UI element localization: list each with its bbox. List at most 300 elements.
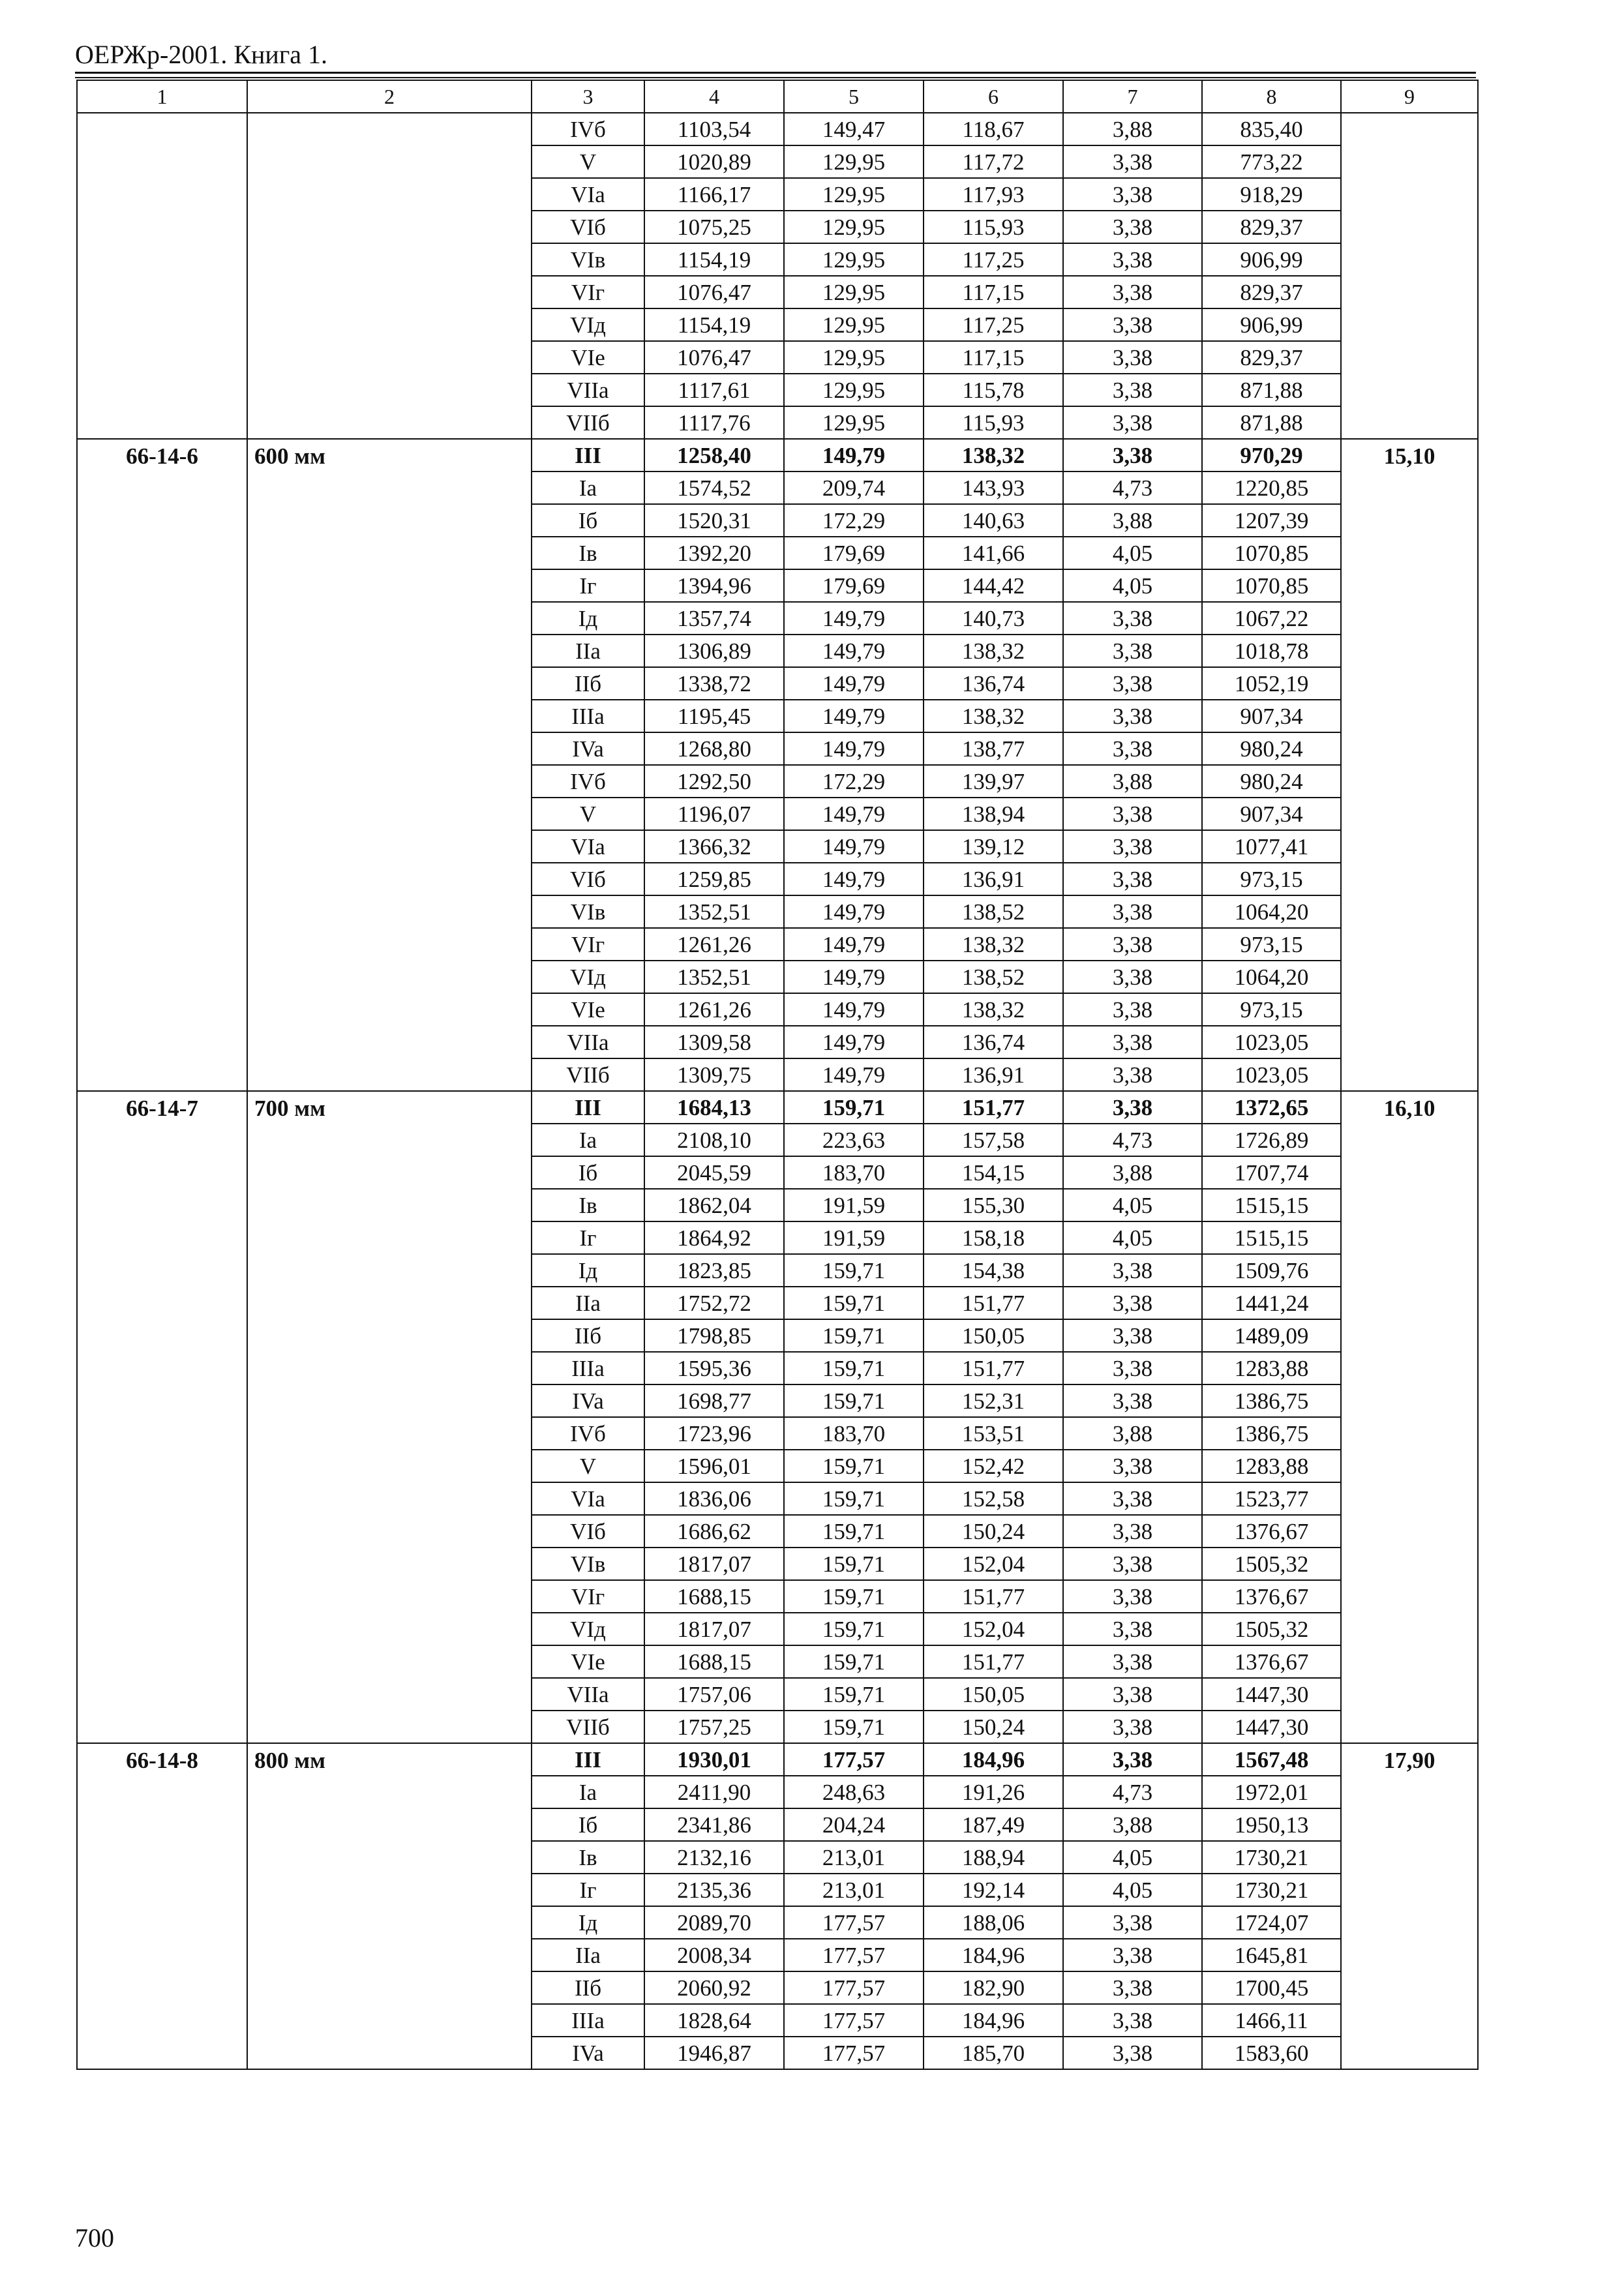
cost-cell: 1946,87 bbox=[644, 2037, 784, 2069]
machine-cell: 136,74 bbox=[924, 1026, 1063, 1058]
regime-cell: IVa bbox=[532, 1384, 644, 1417]
material-cell: 1386,75 bbox=[1202, 1417, 1341, 1450]
machine-cell: 141,66 bbox=[924, 537, 1063, 569]
cost-cell: 1117,76 bbox=[644, 406, 784, 439]
machine-cell: 154,38 bbox=[924, 1254, 1063, 1287]
cost-cell: 1195,45 bbox=[644, 700, 784, 732]
material-cell: 907,34 bbox=[1202, 700, 1341, 732]
machine-cell: 151,77 bbox=[924, 1352, 1063, 1384]
wage-cell: 129,95 bbox=[784, 211, 924, 243]
wage-cell: 129,95 bbox=[784, 145, 924, 178]
labor-cell: 3,38 bbox=[1063, 1515, 1202, 1548]
material-cell: 1583,60 bbox=[1202, 2037, 1341, 2069]
machine-cell: 188,94 bbox=[924, 1841, 1063, 1874]
machine-cell: 115,93 bbox=[924, 406, 1063, 439]
cost-cell: 1698,77 bbox=[644, 1384, 784, 1417]
wage-cell: 149,79 bbox=[784, 732, 924, 765]
wage-cell: 149,79 bbox=[784, 1026, 924, 1058]
regime-cell: IVa bbox=[532, 2037, 644, 2069]
machine-cell: 139,97 bbox=[924, 765, 1063, 798]
wage-cell: 183,70 bbox=[784, 1156, 924, 1189]
material-cell: 773,22 bbox=[1202, 145, 1341, 178]
labor-cell: 3,38 bbox=[1063, 1319, 1202, 1352]
labor-cell: 3,38 bbox=[1063, 1906, 1202, 1939]
cost-cell: 2411,90 bbox=[644, 1776, 784, 1808]
labor-cell: 3,38 bbox=[1063, 1352, 1202, 1384]
wage-cell: 179,69 bbox=[784, 569, 924, 602]
machine-cell: 155,30 bbox=[924, 1189, 1063, 1221]
regime-cell: VIб bbox=[532, 211, 644, 243]
cost-cell: 1309,58 bbox=[644, 1026, 784, 1058]
regime-cell: Iг bbox=[532, 569, 644, 602]
column-header-1: 1 bbox=[77, 80, 247, 113]
regime-cell: IVб bbox=[532, 1417, 644, 1450]
wage-cell: 149,79 bbox=[784, 993, 924, 1026]
labor-cell: 3,38 bbox=[1063, 1613, 1202, 1645]
regime-cell: Iб bbox=[532, 1156, 644, 1189]
labor-cell: 3,38 bbox=[1063, 374, 1202, 406]
regime-cell: IIб bbox=[532, 1971, 644, 2004]
group-summary-row bbox=[77, 1091, 1478, 1124]
regime-cell: Iв bbox=[532, 537, 644, 569]
wage-cell: 159,71 bbox=[784, 1678, 924, 1711]
wage-cell: 159,71 bbox=[784, 1352, 924, 1384]
machine-cell: 117,15 bbox=[924, 276, 1063, 308]
wage-cell: 159,71 bbox=[784, 1580, 924, 1613]
cost-cell: 1259,85 bbox=[644, 863, 784, 895]
machine-cell: 187,49 bbox=[924, 1808, 1063, 1841]
cost-cell: 2089,70 bbox=[644, 1906, 784, 1939]
material-cell: 1466,11 bbox=[1202, 2004, 1341, 2037]
material-cell: 970,29 bbox=[1202, 439, 1341, 471]
labor-cell: 3,38 bbox=[1063, 1548, 1202, 1580]
cost-cell: 1752,72 bbox=[644, 1287, 784, 1319]
cost-cell: 1574,52 bbox=[644, 471, 784, 504]
blank-rate-cell bbox=[1341, 113, 1478, 439]
labor-cell: 3,38 bbox=[1063, 178, 1202, 211]
labor-cell: 3,38 bbox=[1063, 406, 1202, 439]
material-cell: 907,34 bbox=[1202, 798, 1341, 830]
machine-cell: 151,77 bbox=[924, 1091, 1063, 1124]
table-body bbox=[77, 80, 1478, 2069]
material-cell: 1523,77 bbox=[1202, 1482, 1341, 1515]
machine-cell: 154,15 bbox=[924, 1156, 1063, 1189]
labor-cell: 3,38 bbox=[1063, 635, 1202, 667]
wage-cell: 159,71 bbox=[784, 1091, 924, 1124]
regime-cell: VIв bbox=[532, 1548, 644, 1580]
column-header-7: 7 bbox=[1063, 80, 1202, 113]
cost-cell: 1688,15 bbox=[644, 1645, 784, 1678]
wage-cell: 159,71 bbox=[784, 1645, 924, 1678]
material-cell: 871,88 bbox=[1202, 374, 1341, 406]
regime-cell: IIa bbox=[532, 1939, 644, 1971]
machine-cell: 138,52 bbox=[924, 895, 1063, 928]
material-cell: 1726,89 bbox=[1202, 1124, 1341, 1156]
column-header-9: 9 bbox=[1341, 80, 1478, 113]
regime-cell: VIe bbox=[532, 1645, 644, 1678]
material-cell: 829,37 bbox=[1202, 341, 1341, 374]
cost-cell: 1258,40 bbox=[644, 439, 784, 471]
machine-cell: 157,58 bbox=[924, 1124, 1063, 1156]
regime-cell: IIIa bbox=[532, 2004, 644, 2037]
regime-cell: VIб bbox=[532, 1515, 644, 1548]
cost-cell: 1817,07 bbox=[644, 1613, 784, 1645]
cost-cell: 1595,36 bbox=[644, 1352, 784, 1384]
cost-cell: 1392,20 bbox=[644, 537, 784, 569]
item-rate: 17,90 bbox=[1341, 1743, 1478, 2069]
wage-cell: 149,79 bbox=[784, 635, 924, 667]
material-cell: 1509,76 bbox=[1202, 1254, 1341, 1287]
machine-cell: 138,52 bbox=[924, 961, 1063, 993]
wage-cell: 179,69 bbox=[784, 537, 924, 569]
material-cell: 1730,21 bbox=[1202, 1841, 1341, 1874]
material-cell: 1220,85 bbox=[1202, 471, 1341, 504]
machine-cell: 184,96 bbox=[924, 1939, 1063, 1971]
regime-cell: III bbox=[532, 1743, 644, 1776]
regime-cell: IVб bbox=[532, 113, 644, 145]
material-cell: 1018,78 bbox=[1202, 635, 1341, 667]
machine-cell: 151,77 bbox=[924, 1580, 1063, 1613]
labor-cell: 3,38 bbox=[1063, 961, 1202, 993]
labor-cell: 3,88 bbox=[1063, 113, 1202, 145]
item-size: 700 мм bbox=[247, 1091, 532, 1743]
regime-cell: V bbox=[532, 1450, 644, 1482]
wage-cell: 248,63 bbox=[784, 1776, 924, 1808]
labor-cell: 3,88 bbox=[1063, 765, 1202, 798]
machine-cell: 143,93 bbox=[924, 471, 1063, 504]
material-cell: 1441,24 bbox=[1202, 1287, 1341, 1319]
material-cell: 1207,39 bbox=[1202, 504, 1341, 537]
machine-cell: 192,14 bbox=[924, 1874, 1063, 1906]
regime-cell: IIб bbox=[532, 1319, 644, 1352]
regime-cell: VIIб bbox=[532, 1058, 644, 1091]
cost-cell: 1684,13 bbox=[644, 1091, 784, 1124]
labor-cell: 3,38 bbox=[1063, 732, 1202, 765]
wage-cell: 177,57 bbox=[784, 2004, 924, 2037]
regime-cell: Iд bbox=[532, 1254, 644, 1287]
cost-cell: 1864,92 bbox=[644, 1221, 784, 1254]
column-header-5: 5 bbox=[784, 80, 924, 113]
material-cell: 1730,21 bbox=[1202, 1874, 1341, 1906]
wage-cell: 191,59 bbox=[784, 1221, 924, 1254]
material-cell: 1505,32 bbox=[1202, 1548, 1341, 1580]
cost-cell: 2045,59 bbox=[644, 1156, 784, 1189]
regime-cell: VIe bbox=[532, 993, 644, 1026]
regime-cell: IIIa bbox=[532, 1352, 644, 1384]
cost-cell: 1268,80 bbox=[644, 732, 784, 765]
machine-cell: 138,94 bbox=[924, 798, 1063, 830]
labor-cell: 4,05 bbox=[1063, 1189, 1202, 1221]
material-cell: 1070,85 bbox=[1202, 569, 1341, 602]
labor-cell: 3,38 bbox=[1063, 1482, 1202, 1515]
cost-cell: 1020,89 bbox=[644, 145, 784, 178]
wage-cell: 149,79 bbox=[784, 439, 924, 471]
labor-cell: 3,88 bbox=[1063, 1417, 1202, 1450]
wage-cell: 159,71 bbox=[784, 1515, 924, 1548]
cost-cell: 1261,26 bbox=[644, 928, 784, 961]
labor-cell: 4,05 bbox=[1063, 537, 1202, 569]
labor-cell: 3,38 bbox=[1063, 1645, 1202, 1678]
regime-cell: IVa bbox=[532, 732, 644, 765]
regime-cell: VIIa bbox=[532, 374, 644, 406]
wage-cell: 129,95 bbox=[784, 178, 924, 211]
cost-cell: 1688,15 bbox=[644, 1580, 784, 1613]
cost-cell: 1261,26 bbox=[644, 993, 784, 1026]
machine-cell: 150,24 bbox=[924, 1711, 1063, 1743]
machine-cell: 152,58 bbox=[924, 1482, 1063, 1515]
material-cell: 973,15 bbox=[1202, 863, 1341, 895]
material-cell: 1067,22 bbox=[1202, 602, 1341, 635]
machine-cell: 115,78 bbox=[924, 374, 1063, 406]
machine-cell: 138,32 bbox=[924, 928, 1063, 961]
labor-cell: 3,38 bbox=[1063, 1711, 1202, 1743]
wage-cell: 177,57 bbox=[784, 1906, 924, 1939]
regime-cell: V bbox=[532, 798, 644, 830]
material-cell: 906,99 bbox=[1202, 308, 1341, 341]
wage-cell: 149,79 bbox=[784, 798, 924, 830]
wage-cell: 159,71 bbox=[784, 1711, 924, 1743]
item-code: 66-14-8 bbox=[77, 1743, 247, 2069]
labor-cell: 3,38 bbox=[1063, 211, 1202, 243]
wage-cell: 159,71 bbox=[784, 1319, 924, 1352]
regime-cell: Iв bbox=[532, 1841, 644, 1874]
cost-cell: 2132,16 bbox=[644, 1841, 784, 1874]
material-cell: 1064,20 bbox=[1202, 961, 1341, 993]
regime-cell: VIг bbox=[532, 276, 644, 308]
regime-cell: Iб bbox=[532, 1808, 644, 1841]
wage-cell: 149,79 bbox=[784, 863, 924, 895]
material-cell: 1077,41 bbox=[1202, 830, 1341, 863]
regime-cell: VIб bbox=[532, 863, 644, 895]
document-header: ОЕРЖр-2001. Книга 1. bbox=[75, 40, 327, 69]
material-cell: 1386,75 bbox=[1202, 1384, 1341, 1417]
machine-cell: 152,31 bbox=[924, 1384, 1063, 1417]
machine-cell: 152,04 bbox=[924, 1613, 1063, 1645]
wage-cell: 172,29 bbox=[784, 504, 924, 537]
material-cell: 973,15 bbox=[1202, 993, 1341, 1026]
material-cell: 1950,13 bbox=[1202, 1808, 1341, 1841]
regime-cell: VIIa bbox=[532, 1026, 644, 1058]
material-cell: 1724,07 bbox=[1202, 1906, 1341, 1939]
wage-cell: 177,57 bbox=[784, 1939, 924, 1971]
wage-cell: 129,95 bbox=[784, 406, 924, 439]
labor-cell: 3,38 bbox=[1063, 1939, 1202, 1971]
labor-cell: 3,38 bbox=[1063, 243, 1202, 276]
cost-cell: 1520,31 bbox=[644, 504, 784, 537]
machine-cell: 117,15 bbox=[924, 341, 1063, 374]
material-cell: 1447,30 bbox=[1202, 1678, 1341, 1711]
machine-cell: 138,32 bbox=[924, 993, 1063, 1026]
wage-cell: 183,70 bbox=[784, 1417, 924, 1450]
cost-cell: 1306,89 bbox=[644, 635, 784, 667]
header-rule-secondary bbox=[75, 77, 1476, 78]
labor-cell: 3,38 bbox=[1063, 276, 1202, 308]
regime-cell: Iв bbox=[532, 1189, 644, 1221]
group-summary-row bbox=[77, 439, 1478, 471]
wage-cell: 159,71 bbox=[784, 1384, 924, 1417]
labor-cell: 3,38 bbox=[1063, 993, 1202, 1026]
column-header-8: 8 bbox=[1202, 80, 1341, 113]
cost-cell: 1836,06 bbox=[644, 1482, 784, 1515]
regime-cell: Iг bbox=[532, 1874, 644, 1906]
material-cell: 1567,48 bbox=[1202, 1743, 1341, 1776]
labor-cell: 4,05 bbox=[1063, 1221, 1202, 1254]
material-cell: 871,88 bbox=[1202, 406, 1341, 439]
labor-cell: 4,05 bbox=[1063, 569, 1202, 602]
labor-cell: 3,38 bbox=[1063, 1384, 1202, 1417]
material-cell: 1376,67 bbox=[1202, 1580, 1341, 1613]
machine-cell: 150,24 bbox=[924, 1515, 1063, 1548]
regime-cell: IIa bbox=[532, 1287, 644, 1319]
labor-cell: 4,73 bbox=[1063, 1776, 1202, 1808]
material-cell: 1283,88 bbox=[1202, 1352, 1341, 1384]
labor-cell: 3,38 bbox=[1063, 700, 1202, 732]
regime-cell: VIв bbox=[532, 243, 644, 276]
labor-cell: 3,38 bbox=[1063, 602, 1202, 635]
cost-cell: 1352,51 bbox=[644, 895, 784, 928]
wage-cell: 159,71 bbox=[784, 1482, 924, 1515]
machine-cell: 151,77 bbox=[924, 1645, 1063, 1678]
regime-cell: VIв bbox=[532, 895, 644, 928]
labor-cell: 3,38 bbox=[1063, 2004, 1202, 2037]
wage-cell: 213,01 bbox=[784, 1841, 924, 1874]
labor-cell: 3,38 bbox=[1063, 1058, 1202, 1091]
wage-cell: 129,95 bbox=[784, 243, 924, 276]
wage-cell: 149,79 bbox=[784, 928, 924, 961]
wage-cell: 213,01 bbox=[784, 1874, 924, 1906]
machine-cell: 140,73 bbox=[924, 602, 1063, 635]
labor-cell: 3,38 bbox=[1063, 1450, 1202, 1482]
cost-cell: 2341,86 bbox=[644, 1808, 784, 1841]
wage-cell: 177,57 bbox=[784, 1971, 924, 2004]
labor-cell: 3,38 bbox=[1063, 863, 1202, 895]
machine-cell: 136,74 bbox=[924, 667, 1063, 700]
cost-cell: 1352,51 bbox=[644, 961, 784, 993]
material-cell: 1023,05 bbox=[1202, 1026, 1341, 1058]
cost-cell: 1798,85 bbox=[644, 1319, 784, 1352]
cost-cell: 2060,92 bbox=[644, 1971, 784, 2004]
labor-cell: 3,38 bbox=[1063, 1580, 1202, 1613]
machine-cell: 136,91 bbox=[924, 863, 1063, 895]
labor-cell: 4,73 bbox=[1063, 471, 1202, 504]
material-cell: 1645,81 bbox=[1202, 1939, 1341, 1971]
cost-cell: 1338,72 bbox=[644, 667, 784, 700]
machine-cell: 117,93 bbox=[924, 178, 1063, 211]
wage-cell: 129,95 bbox=[784, 308, 924, 341]
material-cell: 1283,88 bbox=[1202, 1450, 1341, 1482]
column-header-3: 3 bbox=[532, 80, 644, 113]
wage-cell: 159,71 bbox=[784, 1254, 924, 1287]
group-summary-row bbox=[77, 1743, 1478, 1776]
material-cell: 1515,15 bbox=[1202, 1189, 1341, 1221]
regime-cell: VIIa bbox=[532, 1678, 644, 1711]
machine-cell: 140,63 bbox=[924, 504, 1063, 537]
machine-cell: 115,93 bbox=[924, 211, 1063, 243]
wage-cell: 129,95 bbox=[784, 276, 924, 308]
machine-cell: 184,96 bbox=[924, 1743, 1063, 1776]
material-cell: 829,37 bbox=[1202, 276, 1341, 308]
wage-cell: 149,79 bbox=[784, 700, 924, 732]
wage-cell: 159,71 bbox=[784, 1287, 924, 1319]
item-size: 600 мм bbox=[247, 439, 532, 1091]
machine-cell: 151,77 bbox=[924, 1287, 1063, 1319]
material-cell: 1052,19 bbox=[1202, 667, 1341, 700]
header-rule bbox=[75, 72, 1476, 74]
material-cell: 1023,05 bbox=[1202, 1058, 1341, 1091]
wage-cell: 191,59 bbox=[784, 1189, 924, 1221]
wage-cell: 149,47 bbox=[784, 113, 924, 145]
column-header-2: 2 bbox=[247, 80, 532, 113]
material-cell: 918,29 bbox=[1202, 178, 1341, 211]
table-row bbox=[77, 113, 1478, 145]
regime-cell: V bbox=[532, 145, 644, 178]
machine-cell: 117,25 bbox=[924, 243, 1063, 276]
regime-cell: VIIб bbox=[532, 406, 644, 439]
labor-cell: 3,38 bbox=[1063, 1026, 1202, 1058]
page-number: 700 bbox=[75, 2223, 114, 2252]
wage-cell: 159,71 bbox=[784, 1548, 924, 1580]
wage-cell: 149,79 bbox=[784, 667, 924, 700]
cost-cell: 1817,07 bbox=[644, 1548, 784, 1580]
regime-cell: Ia bbox=[532, 1124, 644, 1156]
labor-cell: 3,38 bbox=[1063, 145, 1202, 178]
regime-cell: VIг bbox=[532, 928, 644, 961]
material-cell: 1070,85 bbox=[1202, 537, 1341, 569]
material-cell: 980,24 bbox=[1202, 765, 1341, 798]
labor-cell: 3,38 bbox=[1063, 439, 1202, 471]
regime-cell: VIa bbox=[532, 178, 644, 211]
material-cell: 1376,67 bbox=[1202, 1515, 1341, 1548]
wage-cell: 177,57 bbox=[784, 1743, 924, 1776]
labor-cell: 3,38 bbox=[1063, 2037, 1202, 2069]
machine-cell: 188,06 bbox=[924, 1906, 1063, 1939]
item-rate: 15,10 bbox=[1341, 439, 1478, 1091]
column-header-4: 4 bbox=[644, 80, 784, 113]
blank-size-cell bbox=[247, 113, 532, 439]
machine-cell: 153,51 bbox=[924, 1417, 1063, 1450]
machine-cell: 191,26 bbox=[924, 1776, 1063, 1808]
labor-cell: 3,38 bbox=[1063, 798, 1202, 830]
cost-cell: 1154,19 bbox=[644, 243, 784, 276]
machine-cell: 118,67 bbox=[924, 113, 1063, 145]
machine-cell: 138,32 bbox=[924, 439, 1063, 471]
material-cell: 835,40 bbox=[1202, 113, 1341, 145]
labor-cell: 4,05 bbox=[1063, 1841, 1202, 1874]
regime-cell: VIд bbox=[532, 1613, 644, 1645]
wage-cell: 223,63 bbox=[784, 1124, 924, 1156]
regime-cell: VIд bbox=[532, 308, 644, 341]
machine-cell: 144,42 bbox=[924, 569, 1063, 602]
machine-cell: 138,77 bbox=[924, 732, 1063, 765]
wage-cell: 204,24 bbox=[784, 1808, 924, 1841]
regime-cell: Ia bbox=[532, 1776, 644, 1808]
machine-cell: 150,05 bbox=[924, 1678, 1063, 1711]
wage-cell: 172,29 bbox=[784, 765, 924, 798]
cost-cell: 1166,17 bbox=[644, 178, 784, 211]
cost-cell: 1309,75 bbox=[644, 1058, 784, 1091]
regime-cell: Iг bbox=[532, 1221, 644, 1254]
labor-cell: 3,88 bbox=[1063, 1156, 1202, 1189]
regime-cell: Ia bbox=[532, 471, 644, 504]
cost-cell: 2135,36 bbox=[644, 1874, 784, 1906]
cost-cell: 1757,06 bbox=[644, 1678, 784, 1711]
labor-cell: 3,38 bbox=[1063, 1091, 1202, 1124]
wage-cell: 159,71 bbox=[784, 1450, 924, 1482]
material-cell: 1489,09 bbox=[1202, 1319, 1341, 1352]
cost-cell: 1357,74 bbox=[644, 602, 784, 635]
cost-cell: 1686,62 bbox=[644, 1515, 784, 1548]
cost-cell: 1862,04 bbox=[644, 1189, 784, 1221]
